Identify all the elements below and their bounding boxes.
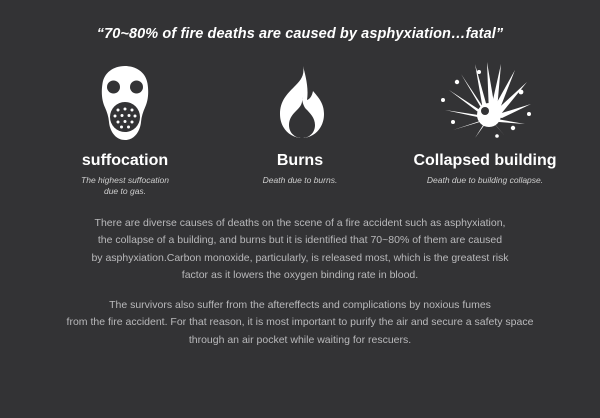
icon-columns: [0, 62, 600, 196]
paragraph-line: by asphyxiation.Carbon monoxide, particularly, is released most, which is the greatest risk: [91, 251, 509, 264]
column-title: suffocation: [81, 152, 169, 169]
paragraph-survivors: [0, 297, 600, 349]
column-subtitle: [380, 175, 590, 186]
column-title: Burns: [276, 152, 324, 169]
column-subtitle-line1: Death due to building collapse.: [426, 174, 544, 185]
column-subtitle-line2: due to gas.: [103, 185, 147, 196]
headline: “70~80% of fire deaths are caused by asphyxiation…fatal”: [96, 26, 504, 42]
paragraph-line: the collapse of a building, and burns but it is identified that 70~80% of them are caused: [97, 234, 503, 247]
paragraph-line: through an air pocket while waiting for rescuers.: [188, 333, 412, 346]
gas-mask-icon: [30, 62, 220, 142]
explosion-collapse-icon: [380, 62, 590, 142]
paragraph-line: factor as it lowers the oxygen binding rate in blood.: [181, 268, 419, 281]
column-subtitle: [210, 175, 390, 186]
column-subtitle-line1: Death due to burns.: [262, 174, 338, 185]
paragraph-causes: [0, 215, 600, 284]
column-suffocation: [30, 62, 220, 197]
column-subtitle: [30, 175, 220, 197]
paragraph-line: from the fire accident. For that reason, it is most important to purify the air and secure a safety space: [66, 316, 534, 329]
column-subtitle-line1: The highest suffocation: [81, 174, 169, 185]
flame-icon: [210, 62, 390, 142]
column-burns: [210, 62, 390, 186]
paragraph-line: The survivors also suffer from the aftereffects and complications by noxious fumes: [109, 299, 491, 311]
paragraph-line: There are diverse causes of deaths on the scene of a fire accident such as asphyxiation,: [94, 217, 506, 229]
column-title: Collapsed building: [413, 152, 557, 169]
column-collapsed-building: [380, 62, 590, 186]
